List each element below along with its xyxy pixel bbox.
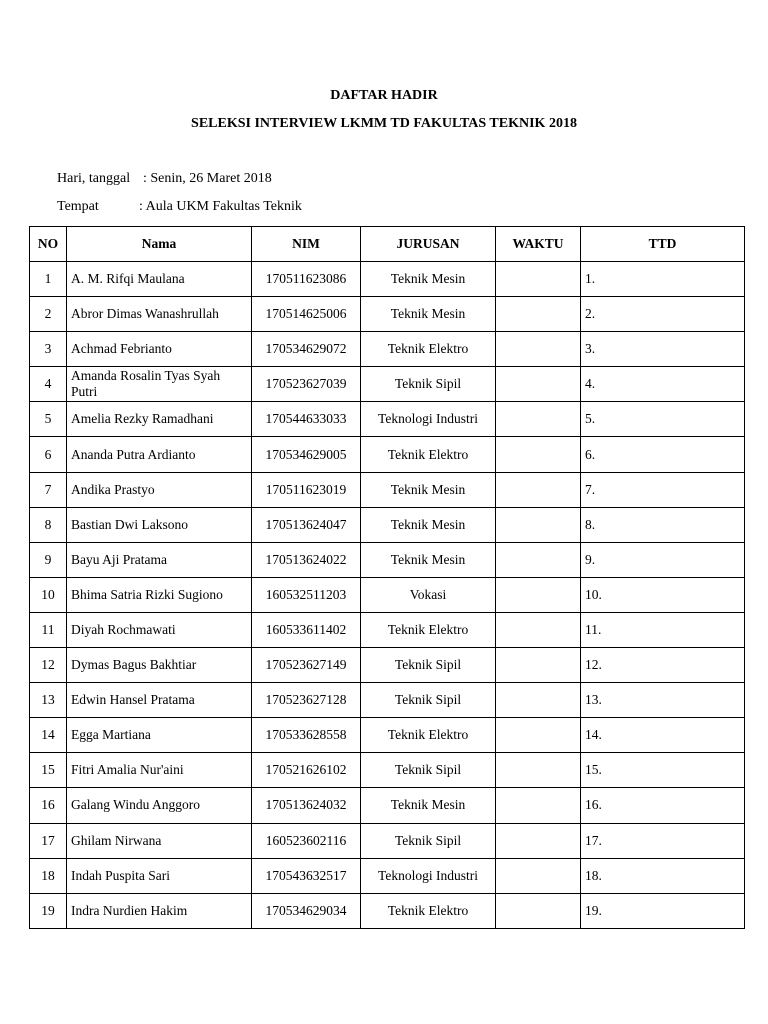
cell-waktu xyxy=(496,297,581,332)
cell-nim: 170513624022 xyxy=(252,542,361,577)
cell-waktu xyxy=(496,437,581,472)
table-row xyxy=(30,753,745,788)
cell-nama: Bastian Dwi Laksono xyxy=(67,507,252,542)
cell-waktu xyxy=(496,858,581,893)
cell-waktu xyxy=(496,612,581,647)
cell-waktu xyxy=(496,367,581,402)
cell-waktu xyxy=(496,577,581,612)
table-row xyxy=(30,893,745,928)
cell-waktu xyxy=(496,683,581,718)
cell-jurusan: Vokasi xyxy=(361,577,496,612)
cell-nim: 170523627149 xyxy=(252,648,361,683)
cell-jurusan: Teknik Mesin xyxy=(361,788,496,823)
cell-jurusan: Teknik Elektro xyxy=(361,612,496,647)
table-row xyxy=(30,577,745,612)
cell-no: 10 xyxy=(30,577,67,612)
cell-waktu xyxy=(496,507,581,542)
cell-no: 13 xyxy=(30,683,67,718)
cell-no: 8 xyxy=(30,507,67,542)
cell-nim: 170513624032 xyxy=(252,788,361,823)
table-row xyxy=(30,612,745,647)
cell-no: 5 xyxy=(30,402,67,437)
cell-waktu xyxy=(496,262,581,297)
cell-nama: Egga Martiana xyxy=(67,718,252,753)
cell-ttd: 3. xyxy=(581,332,745,367)
cell-nim: 160532511203 xyxy=(252,577,361,612)
place-value: : Aula UKM Fakultas Teknik xyxy=(139,199,302,214)
cell-nama: Indra Nurdien Hakim xyxy=(67,893,252,928)
table-row xyxy=(30,542,745,577)
cell-no: 1 xyxy=(30,262,67,297)
cell-nim: 170544633033 xyxy=(252,402,361,437)
cell-jurusan: Teknik Sipil xyxy=(361,683,496,718)
table-row xyxy=(30,437,745,472)
cell-ttd: 14. xyxy=(581,718,745,753)
cell-waktu xyxy=(496,718,581,753)
cell-jurusan: Teknologi Industri xyxy=(361,858,496,893)
table-header-row xyxy=(30,227,745,262)
cell-nama: Indah Puspita Sari xyxy=(67,858,252,893)
cell-nim: 170513624047 xyxy=(252,507,361,542)
cell-nim: 160533611402 xyxy=(252,612,361,647)
cell-jurusan: Teknik Mesin xyxy=(361,472,496,507)
cell-waktu xyxy=(496,402,581,437)
header-nama: Nama xyxy=(67,227,252,262)
attendance-table xyxy=(29,226,745,929)
cell-nim: 170533628558 xyxy=(252,718,361,753)
table-row xyxy=(30,683,745,718)
cell-waktu xyxy=(496,648,581,683)
cell-nama: Bhima Satria Rizki Sugiono xyxy=(67,577,252,612)
table-body xyxy=(30,262,745,929)
cell-waktu xyxy=(496,332,581,367)
document-title: DAFTAR HADIR xyxy=(330,88,438,103)
cell-ttd: 11. xyxy=(581,612,745,647)
cell-nim: 170523627039 xyxy=(252,367,361,402)
cell-waktu xyxy=(496,823,581,858)
cell-no: 15 xyxy=(30,753,67,788)
cell-ttd: 2. xyxy=(581,297,745,332)
cell-waktu xyxy=(496,542,581,577)
cell-jurusan: Teknik Elektro xyxy=(361,893,496,928)
cell-jurusan: Teknik Mesin xyxy=(361,542,496,577)
cell-waktu xyxy=(496,472,581,507)
cell-nim: 170511623086 xyxy=(252,262,361,297)
table-row xyxy=(30,262,745,297)
cell-jurusan: Teknik Sipil xyxy=(361,823,496,858)
cell-ttd: 4. xyxy=(581,367,745,402)
cell-jurusan: Teknik Elektro xyxy=(361,437,496,472)
cell-ttd: 6. xyxy=(581,437,745,472)
table-row xyxy=(30,718,745,753)
cell-jurusan: Teknik Elektro xyxy=(361,718,496,753)
cell-nama: Bayu Aji Pratama xyxy=(67,542,252,577)
cell-no: 7 xyxy=(30,472,67,507)
cell-nim: 170514625006 xyxy=(252,297,361,332)
cell-nim: 170521626102 xyxy=(252,753,361,788)
table-row xyxy=(30,402,745,437)
cell-ttd: 10. xyxy=(581,577,745,612)
cell-no: 3 xyxy=(30,332,67,367)
cell-waktu xyxy=(496,753,581,788)
header-waktu: WAKTU xyxy=(496,227,581,262)
table-row xyxy=(30,823,745,858)
cell-ttd: 7. xyxy=(581,472,745,507)
cell-nama: A. M. Rifqi Maulana xyxy=(67,262,252,297)
table-row xyxy=(30,367,745,402)
cell-ttd: 1. xyxy=(581,262,745,297)
table-row xyxy=(30,648,745,683)
cell-ttd: 8. xyxy=(581,507,745,542)
cell-no: 14 xyxy=(30,718,67,753)
cell-nama: Amelia Rezky Ramadhani xyxy=(67,402,252,437)
cell-no: 17 xyxy=(30,823,67,858)
cell-jurusan: Teknik Elektro xyxy=(361,332,496,367)
cell-no: 12 xyxy=(30,648,67,683)
cell-nim: 170523627128 xyxy=(252,683,361,718)
cell-waktu xyxy=(496,893,581,928)
header-nim: NIM xyxy=(252,227,361,262)
cell-no: 16 xyxy=(30,788,67,823)
cell-jurusan: Teknik Sipil xyxy=(361,648,496,683)
cell-nim: 170534629072 xyxy=(252,332,361,367)
cell-nim: 170543632517 xyxy=(252,858,361,893)
cell-no: 2 xyxy=(30,297,67,332)
meta-place-row xyxy=(57,199,302,215)
table-row xyxy=(30,472,745,507)
cell-nama: Diyah Rochmawati xyxy=(67,612,252,647)
document-subtitle: SELEKSI INTERVIEW LKMM TD FAKULTAS TEKNIK 2018 xyxy=(191,116,577,131)
cell-nim: 160523602116 xyxy=(252,823,361,858)
cell-nim: 170511623019 xyxy=(252,472,361,507)
cell-jurusan: Teknik Mesin xyxy=(361,507,496,542)
cell-nama: Galang Windu Anggoro xyxy=(67,788,252,823)
cell-no: 9 xyxy=(30,542,67,577)
cell-nama: Amanda Rosalin Tyas Syah Putri xyxy=(67,367,252,402)
date-label: Hari, tanggal xyxy=(57,171,131,186)
cell-nama: Dymas Bagus Bakhtiar xyxy=(67,648,252,683)
cell-jurusan: Teknik Mesin xyxy=(361,262,496,297)
meta-date-row xyxy=(57,171,272,187)
table-row xyxy=(30,507,745,542)
cell-nama: Ananda Putra Ardianto xyxy=(67,437,252,472)
cell-nama: Fitri Amalia Nur'aini xyxy=(67,753,252,788)
cell-ttd: 9. xyxy=(581,542,745,577)
cell-jurusan: Teknik Mesin xyxy=(361,297,496,332)
table-row xyxy=(30,297,745,332)
cell-no: 4 xyxy=(30,367,67,402)
cell-nim: 170534629005 xyxy=(252,437,361,472)
place-label: Tempat xyxy=(57,199,99,214)
cell-ttd: 5. xyxy=(581,402,745,437)
cell-jurusan: Teknik Sipil xyxy=(361,367,496,402)
cell-waktu xyxy=(496,788,581,823)
cell-nama: Ghilam Nirwana xyxy=(67,823,252,858)
cell-nama: Andika Prastyo xyxy=(67,472,252,507)
date-value: : Senin, 26 Maret 2018 xyxy=(143,171,272,186)
cell-no: 19 xyxy=(30,893,67,928)
cell-nama: Abror Dimas Wanashrullah xyxy=(67,297,252,332)
cell-no: 6 xyxy=(30,437,67,472)
table-row xyxy=(30,788,745,823)
header-ttd: TTD xyxy=(581,227,745,262)
cell-ttd: 12. xyxy=(581,648,745,683)
table-row xyxy=(30,858,745,893)
cell-jurusan: Teknologi Industri xyxy=(361,402,496,437)
cell-ttd: 16. xyxy=(581,788,745,823)
cell-ttd: 19. xyxy=(581,893,745,928)
cell-ttd: 13. xyxy=(581,683,745,718)
header-no: NO xyxy=(30,227,67,262)
cell-no: 18 xyxy=(30,858,67,893)
cell-nim: 170534629034 xyxy=(252,893,361,928)
cell-ttd: 15. xyxy=(581,753,745,788)
table-row xyxy=(30,332,745,367)
header-jurusan: JURUSAN xyxy=(361,227,496,262)
cell-nama: Achmad Febrianto xyxy=(67,332,252,367)
cell-jurusan: Teknik Sipil xyxy=(361,753,496,788)
cell-ttd: 17. xyxy=(581,823,745,858)
cell-nama: Edwin Hansel Pratama xyxy=(67,683,252,718)
cell-ttd: 18. xyxy=(581,858,745,893)
cell-no: 11 xyxy=(30,612,67,647)
